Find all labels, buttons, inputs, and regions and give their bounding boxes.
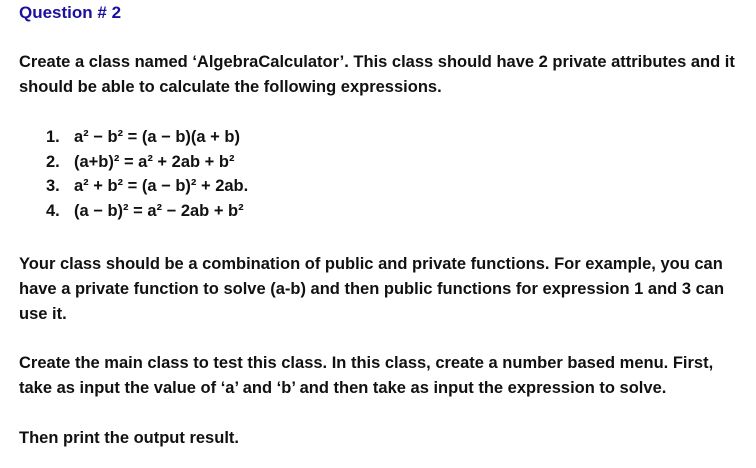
main-class-paragraph: Create the main class to test this class. In this class, create a number based menu. First, take as input the value of ‘a’ and ‘b’ and then take as input the expression to solve. bbox=[19, 354, 714, 397]
expression-text: a² − b² = (a − b)(a + b) bbox=[74, 128, 240, 146]
expression-item bbox=[46, 174, 248, 199]
expression-item bbox=[46, 125, 248, 150]
expression-number: 3. bbox=[46, 177, 60, 195]
question-heading: Question # 2 bbox=[19, 3, 122, 22]
expression-text: a² + b² = (a − b)² + 2ab. bbox=[74, 177, 249, 195]
output-paragraph: Then print the output result. bbox=[19, 429, 239, 447]
expression-text: (a − b)² = a² − 2ab + b² bbox=[74, 201, 244, 220]
expression-item bbox=[46, 150, 248, 175]
intro-paragraph: Create a class named ‘AlgebraCalculator’. This class should have 2 private attributes and it should be able to calculate the following expressions. bbox=[19, 53, 735, 96]
expression-number: 4. bbox=[46, 201, 60, 220]
expression-text: (a+b)² = a² + 2ab + b² bbox=[74, 152, 235, 171]
expression-number: 2. bbox=[46, 152, 60, 171]
functions-paragraph: Your class should be a combination of public and private functions. For example, you can have a private function to solve (a-b) and then public functions for expression 1 and 3 can use it. bbox=[19, 255, 725, 323]
expression-list bbox=[46, 125, 248, 223]
expression-item bbox=[46, 199, 248, 224]
expression-number: 1. bbox=[46, 128, 60, 146]
